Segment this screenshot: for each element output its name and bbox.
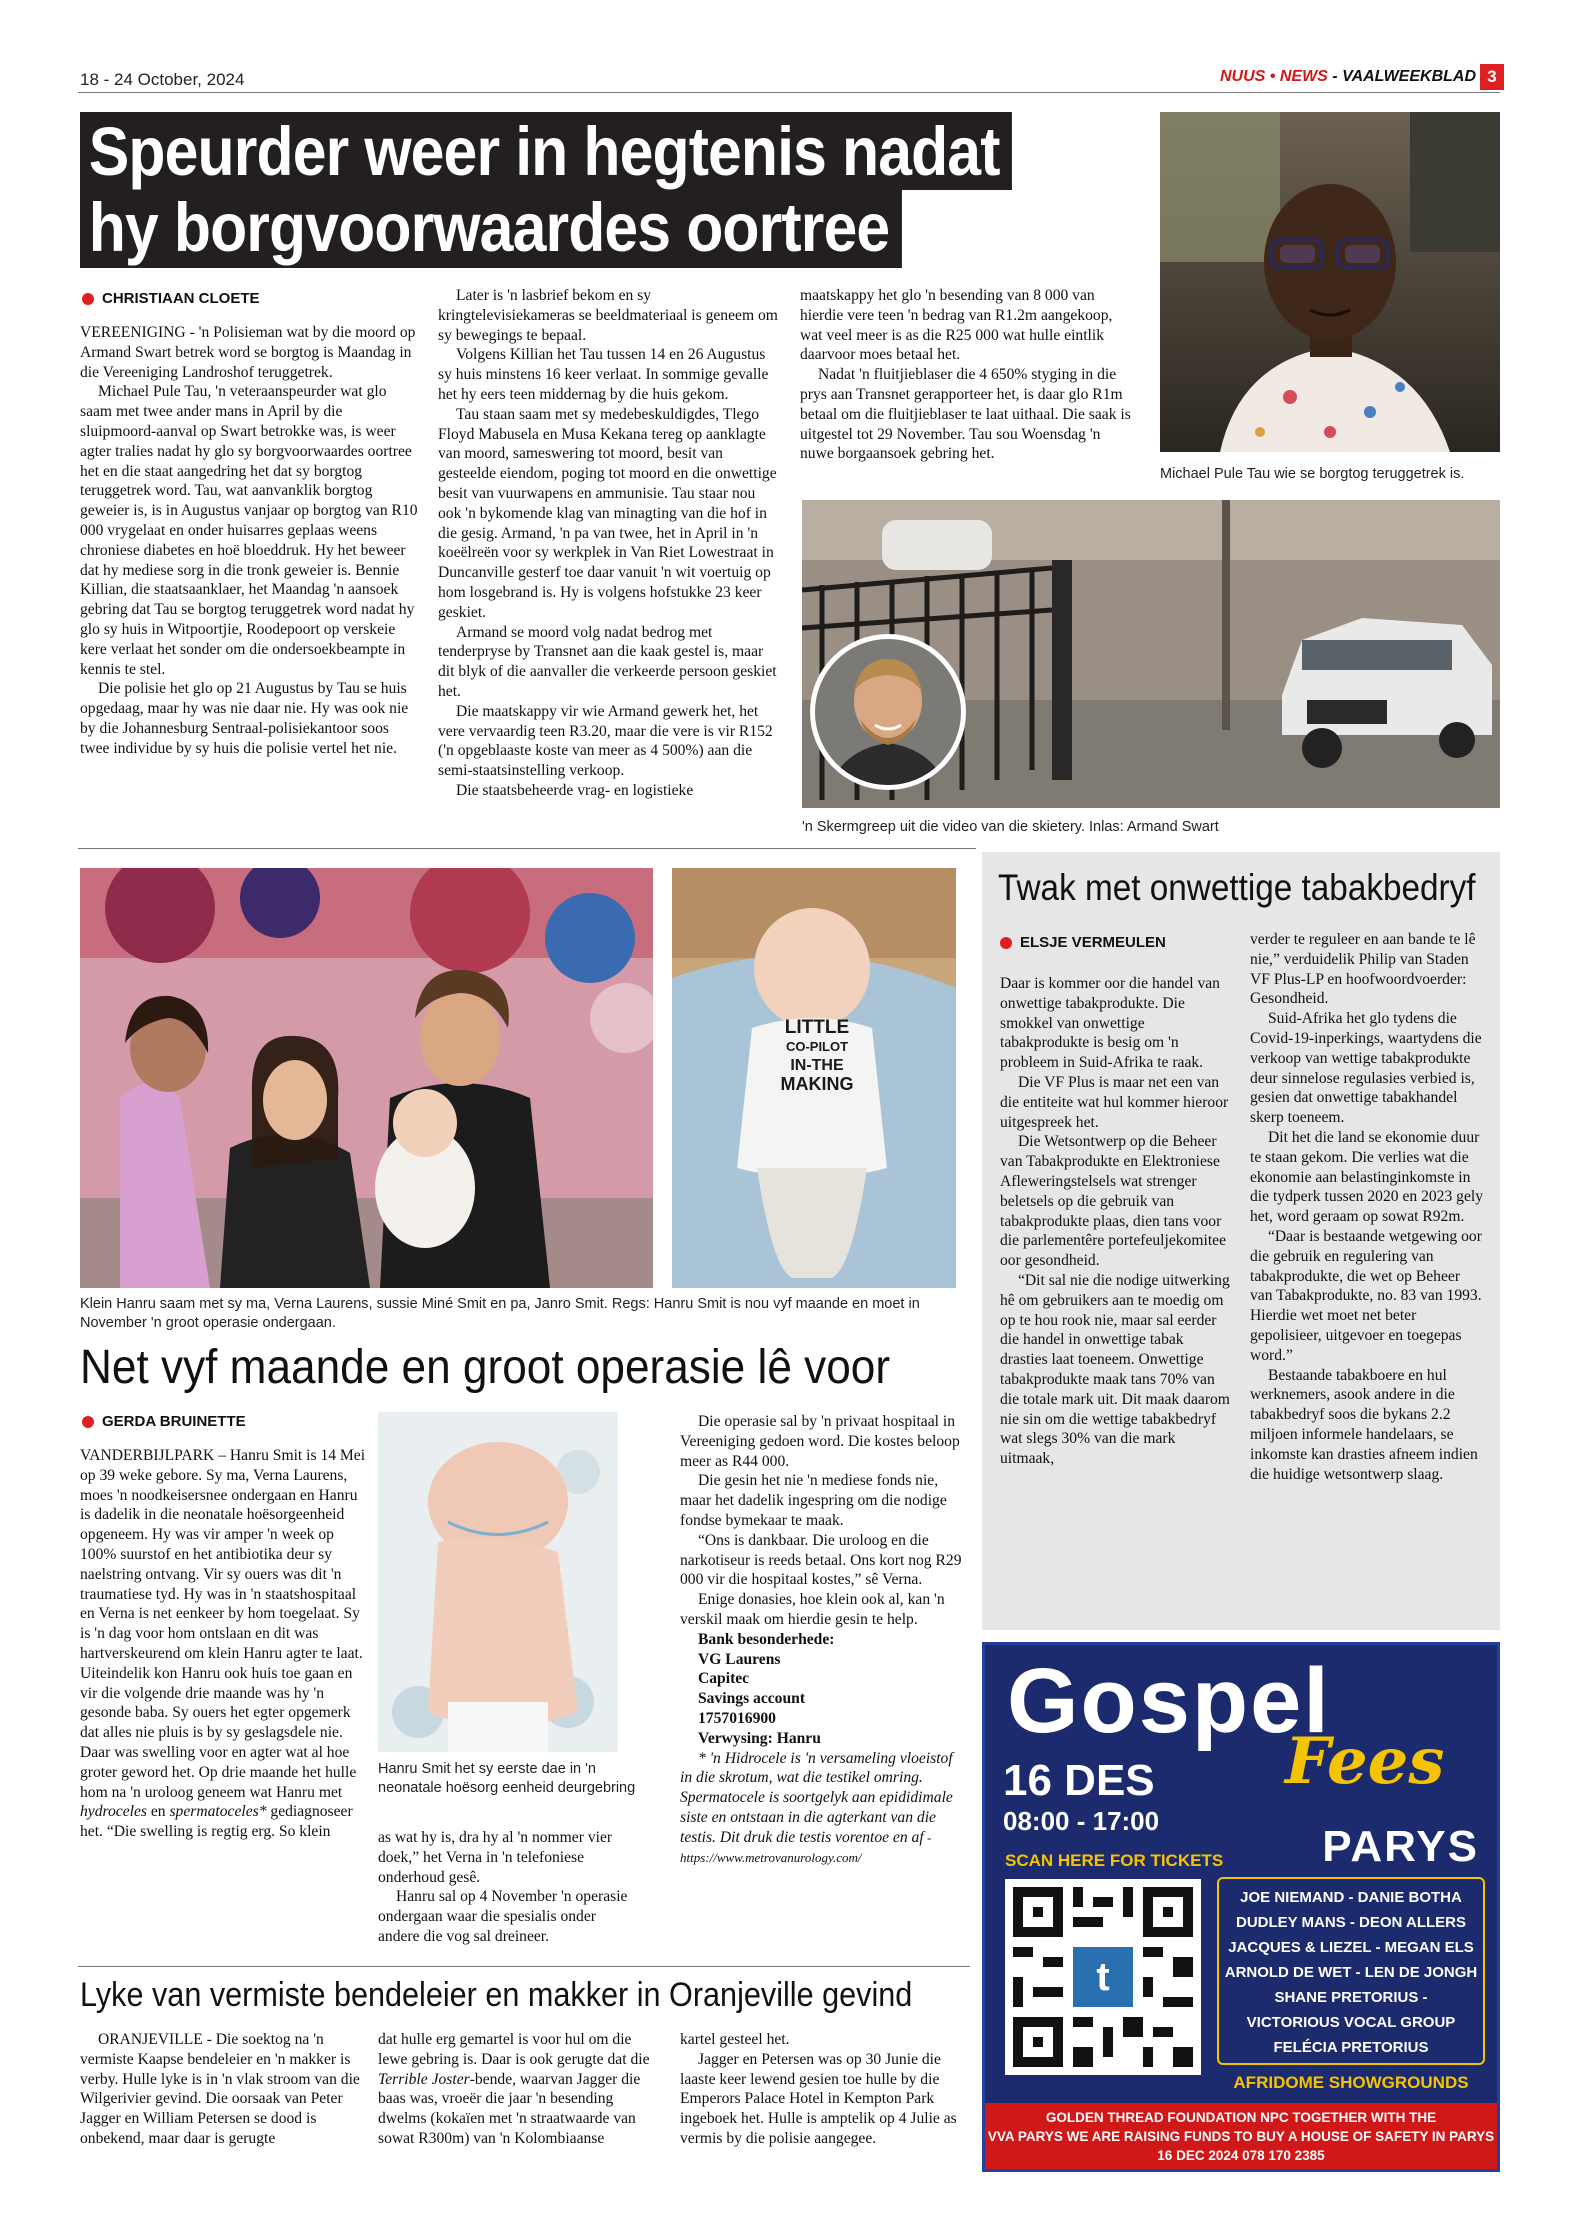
article1-byline: CHRISTIAAN CLOETE: [82, 290, 260, 307]
video-still-caption: 'n Skermgreep uit die video van die skietery. Inlas: Armand Swart: [802, 819, 1219, 835]
section-news: NEWS: [1279, 68, 1328, 85]
paragraph: Tau staan saam met sy medebeskuldigdes, Tlego Floyd Mabusela en Musa Kekana tereg op aanklagte van moord, sameswering tot moord, besit van gesteelde eiendom, poging tot moord en die onwettige besit van vuurwapens en ammunisie. Tau staar nou ook 'n bykomende klag van minagting van die hof in die gesig. Armand, 'n pa van twee, het in April in 'n koeëlreën voor sy werkplek in Van Riet Lowestraat in Duncanville gesterf toe daar vanuit 'n wit voertuig op hom losgebrand is. Hy is volgens hofstukke 23 keer geskiet.: [438, 405, 777, 621]
ad-qr-code[interactable]: [1005, 1879, 1201, 2075]
paragraph: Die operasie sal by 'n privaat hospitaal in Vereeniging gedoen word. Die kostes beloop meer as R44 000.: [680, 1413, 960, 1470]
paragraph: Daar is kommer oor die handel van onwettige tabakprodukte. Die smokkel van onwettige tabakprodukte is besig om 'n probleem in Suid-Afrika te raak.: [1000, 975, 1220, 1072]
paper-name: VAALWEEKBLAD: [1342, 68, 1476, 85]
byline-dot-icon: [1000, 937, 1012, 949]
ad-town: PARYS: [1322, 1822, 1479, 1871]
article2-col2: [1250, 930, 1486, 1484]
paragraph: Suid-Afrika het glo tydens die Covid-19-inperkings, waartydens die verkoop van wettige tabakprodukte deur sinnelose regulasies verbied is, gesien dat onwettige tabakhandel skerp toeneem.: [1250, 1010, 1482, 1127]
byline-dot-icon: [82, 1416, 94, 1428]
paragraph: ORANJEVILLE - Die soektog na 'n vermiste Kaapse bendeleier en 'n makker is verby. Hulle lyke is in 'n vlak stroom van die Wilgerivier gevind. Die oorsaak van Peter Jagger en William Petersen se dood is onbekend, maar daar is gerugte: [80, 2031, 360, 2147]
ad-footer: GOLDEN THREAD FOUNDATION NPC TOGETHER WITH THE VVA PARYS WE ARE RAISING FUNDS TO BUY A HOUSE OF SAFETY IN PARYS 16 DEC 2024 078 170 2385: [985, 2103, 1497, 2172]
article4-headline: Lyke van vermiste bendeleier en makker in Oranjeville gevind: [80, 1976, 913, 2014]
article2-col1: [1000, 974, 1232, 1469]
article1-headline: [80, 112, 1139, 268]
footnote: * 'n Hidrocele is 'n versameling vloeistof in die skrotum, wat die testikel omring. Spermatocele is soortgelyk aan epididimale siste en ontstaan in die agterkant van die testis. Dit druk die testis vorentoe en af - https://www.metrovanurology.com/: [680, 1749, 953, 1865]
paragraph: “Ons is dankbaar. Die uroloog en die narkotiseur is reeds betaal. Ons kort nog R29 000 vir die hospitaal kostes,” sê Verna.: [680, 1531, 962, 1589]
paragraph: Armand se moord volg nadat bedrog met tenderpryse by Transnet aan die kaak gestel is, maar dit blyk of die aanvaller die verkeerde persoon geskiet het.: [438, 623, 777, 700]
paragraph: Nadat 'n fluitjieblaser die 4 650% styging in die prys aan Transnet gerapporteer het, is daar glo R1m betaal om die fluitjieblaser te laat uithaal. Die saak is uitgestel tot 29 November. Tau sou Woensdag 'n nuwe borgaansoek gebring het.: [800, 366, 1131, 463]
qr-logo-letter: t: [1096, 1955, 1110, 1999]
paragraph: Jagger en Petersen was op 30 Junie die laaste keer lewend gesien toe hulle by die Emperors Palace Hotel in Kempton Park ingeboek het. Hulle is amptelik op 4 Julie as vermis by die polisie aangegee.: [680, 2050, 957, 2147]
paragraph: Enige donasies, hoe klein ook al, kan 'n verskil maak om hierdie gesin te help.: [680, 1591, 945, 1628]
page-date: 18 - 24 October, 2024: [80, 70, 245, 89]
ad-venue: AFRIDOME SHOWGROUNDS: [1233, 2073, 1469, 2092]
article2-byline: ELSJE VERMEULEN: [1000, 934, 1166, 951]
page-number: 3: [1480, 64, 1504, 90]
byline-dot-icon: [82, 293, 94, 305]
paragraph: Die VF Plus is maar net een van die entiteite wat hul kommer hieroor uitgespreek het.: [1000, 1073, 1229, 1131]
article2-headline: Twak met onwettige tabakbedryf: [998, 867, 1476, 908]
article1-bottom-rule: [78, 848, 976, 849]
newborn-photo-caption: Hanru Smit het sy eerste dae in 'n neonatale hoësorg eenheid deurgebring: [378, 1761, 636, 1796]
paragraph: maatskappy het glo 'n besending van 8 000 van hierdie vere teen 'n bedrag van R1.2m aangekoop, wat veel meer is as die R25 000 wat hulle eintlik daarvoor moes betaal het.: [800, 287, 1113, 364]
article3-headline: Net vyf maande en groot operasie lê voor: [80, 1341, 891, 1394]
article1-col1: [80, 323, 420, 759]
family-photo-caption: Klein Hanru saam met sy ma, Verna Laurens, sussie Miné Smit en pa, Janro Smit. Regs: Hanru Smit is nou vyf maande en moet in November 'n groot operasie ondergaan.: [80, 1296, 920, 1331]
paragraph: as wat hy is, dra hy al 'n nommer vier doek,” het Verna in 'n telefoniese onderhoud gesê.: [378, 1829, 613, 1886]
ad-title: Gospel: [1007, 1650, 1331, 1752]
baby-shirt-text: LITTLE CO-PILOT IN-THE MAKING: [780, 1017, 854, 1094]
section-nuus: NUUS: [1220, 68, 1266, 85]
paragraph: “Daar is bestaande wetgewing oor die gebruik en regulering van tabakprodukte, die wet op Beheer van Tabakprodukte, no. 83 van 1993. Hierdie wet moet net beter gepolisieer, uitgevoer en toegepas word.”: [1250, 1227, 1482, 1364]
headline-line-1: Speurder weer in hegtenis nadat: [80, 112, 1012, 190]
article3-col1: VANDERBIJLPARK – Hanru Smit is 14 Mei op 39 weke gebore. Sy ma, Verna Laurens, moes 'n noodkeisersnee ondergaan en Hanru is dadelik in die neonatale hoësorgeenheid opgeneem. Hy was vir amper 'n week op 100% suurstof en het antibiotika deur sy naelstring ontvang. Vir sy ouers was dit 'n traumatiese tyd. Hy was in 'n staatshospitaal en Verna is net eenkeer by hom toegelaat. Sy is 'n dag voor hom ontslaan en dit was hartverskeurend om klein Hanru agter te laat. Uiteindelik kon Hanru ook huis toe gaan en vir die volgende drie maande was hy 'n gesonde baba. Sy ouers het egter opgemerk dat alles nie pluis is by sy geslagsdele nie. Daar was swelling voor en agter wat al hoe groter geword het. Op drie maande het hulle hom na 'n uroloog geneem wat Hanru met hydroceles en spermatoceles* gediagnoseer het. “Die swelling is regtig erg. So klein: [80, 1447, 366, 1841]
tau-photo: [1160, 112, 1500, 452]
family-photo: [80, 868, 653, 1288]
article3-byline: GERDA BRUINETTE: [82, 1413, 246, 1430]
tau-photo-caption: Michael Pule Tau wie se borgtog teruggetrek is.: [1160, 466, 1465, 482]
ad-time: 08:00 - 17:00: [1003, 1806, 1160, 1836]
headline-line-2: hy borgvoorwaardes oortree: [80, 190, 902, 268]
paragraph: Bestaande tabakboere en hul werknemers, asook andere in die tabakbedryf soos die bykans 2.2 miljoen informele handelaars, se inkomste kan drasties afneem indien die huidige wetsontwerp slaag.: [1250, 1366, 1478, 1483]
article3-bottom-rule: [78, 1966, 970, 1967]
paragraph: Die gesin het nie 'n mediese fonds nie, maar het dadelik ingespring om die nodige fondse bymekaar te maak.: [680, 1472, 947, 1529]
ad-subtitle: Fees: [1285, 1724, 1445, 1799]
paragraph: verder te reguleer en aan bande te lê nie,” verduidelik Philip van Staden VF Plus-LP en hoofwoordvoerder: Gesondheid.: [1250, 931, 1476, 1008]
paragraph: Die Wetsontwerp op die Beheer van Tabakprodukte en Elektroniese Afleweringstelsels wat strenger beletsels op die gebruik van tabakprodukte plaas, dien tans voor die parlementêre portefeuljekomitee oor gesondheid.: [1000, 1133, 1226, 1270]
paragraph: Volgens Killian het Tau tussen 14 en 26 Augustus sy huis minstens 16 keer verlaat. In sommige gevalle het hy eers teen middernag by die huis gekom.: [438, 346, 769, 403]
paragraph: Michael Pule Tau, 'n veteraanspeurder wat glo saam met twee ander mans in April by die sluipmoord-aanval op Swart betrokke was, is weer agter tralies nadat hy glo sy borgvoorwaardes oortree het en die staat aangedring het dat sy borgtog teruggetrek word. Tau, wat aanvanklik borgtog geweier is, is in Augustus vanjaar op borgtog van R10 000 vrygelaat en onder huisarres geplaas weens chroniese diabetes en hoë bloeddruk. Hy het beweer dat hy mediese sorg in die tronk geweier is. Bennie Killian, die staatsaanklaer, het Maandag 'n aansoek gebring dat Tau se borgtog teruggetrek word nadat hy glo sy huis in Witpoortjie, Roodepoort op verskeie kere verlaat het sonder om die ondersoekbeampte in kennis te stel.: [80, 383, 418, 678]
paragraph: kartel gesteel het.: [680, 2031, 790, 2048]
ad-artists: JOE NIEMAND - DANIE BOTHA DUDLEY MANS - DEON ALLERS JACQUES & LIEZEL - MEGAN ELS ARNOLD DE WET - LEN DE JONGH SHANE PRETORIUS - VICTORIOUS VOCAL GROUP FELÉCIA PRETORIUS: [1217, 1877, 1485, 2065]
ad-date: 16 DES: [1003, 1756, 1155, 1805]
inset-portrait: [810, 634, 966, 790]
paragraph: “Dit sal nie die nodige uitwerking hê om gebruikers aan te moedig om op te hou rook nie, maar sal eerder die handel in onwettige tabak drasties laat toeneem. Onwettige tabakprodukte maak tans 70% van die totale mark uit. Dit maak daarom nie sin om die wettige tabakbedryf wat slegs 30% van die mark uitmaak,: [1000, 1271, 1230, 1468]
article1-col2: [438, 286, 778, 801]
ad-scan-label: SCAN HERE FOR TICKETS: [1005, 1851, 1224, 1870]
article3-col2: [378, 1828, 640, 1947]
article4-col2: dat hulle erg gemartel is voor hul om die lewe gebring is. Daar is ook gerugte dat die Terrible Joster-bende, waarvan Jagger die baas was, vroeër die jaar 'n besending dwelms (kokaïen met 'n straatwaarde van sowat R300m) van 'n Kolombiaanse: [378, 2031, 650, 2147]
baby-shirt-photo: [672, 868, 956, 1288]
bank-details: Bank besonderhede: VG Laurens Capitec Savings account 1757016900 Verwysing: Hanru: [698, 1630, 835, 1747]
article3-col3: [680, 1412, 962, 1867]
section-label: NUUS • NEWS - VAALWEEKBLAD: [1220, 68, 1476, 85]
header-rule: [78, 92, 1500, 93]
paragraph: Die staatsbeheerde vrag- en logistieke: [456, 781, 694, 799]
paragraph: Hanru sal op 4 November 'n operasie ondergaan waar die spesialis onder andere die vog sal dreineer.: [378, 1888, 628, 1945]
article1-col3: [800, 286, 1138, 464]
article4-col1: [80, 2030, 360, 2149]
paragraph: VEREENIGING - 'n Polisieman wat by die moord op Armand Swart betrek word se borgtog is Maandag in die Vereeniging Landroshof teruggetrek.: [80, 324, 416, 381]
paragraph: Dit het die land se ekonomie duur te staan gekom. Die verlies wat die ekonomie aan belastinginkomste in die tydperk tussen 2020 en 2023 gely het, word geraam op sowat R92m.: [1250, 1128, 1484, 1226]
paragraph: Later is 'n lasbrief bekom en sy kringtelevisiekameras se beeldmateriaal is geneem om sy bewegings te bepaal.: [438, 287, 778, 344]
gospel-fees-ad[interactable]: [982, 1642, 1500, 2172]
paragraph: Die polisie het glo op 21 Augustus by Tau se huis opgedaag, maar hy was nie daar nie. Hy was ook nie by die Johannesburg Sentraal-polisiekantoor soos twee individue by sy huis die polisie vertel het nie.: [80, 680, 409, 757]
video-still: [802, 500, 1500, 808]
article4-col3: [680, 2030, 962, 2149]
paragraph: Die maatskappy vir wie Armand gewerk het, het vere vervaardig teen R3.20, maar die vere is vir R152 ('n opgeblaaste koste van meer as 4 500%) aan die semi-staatsinstelling verkoop.: [438, 702, 773, 780]
newborn-photo: [378, 1412, 618, 1752]
